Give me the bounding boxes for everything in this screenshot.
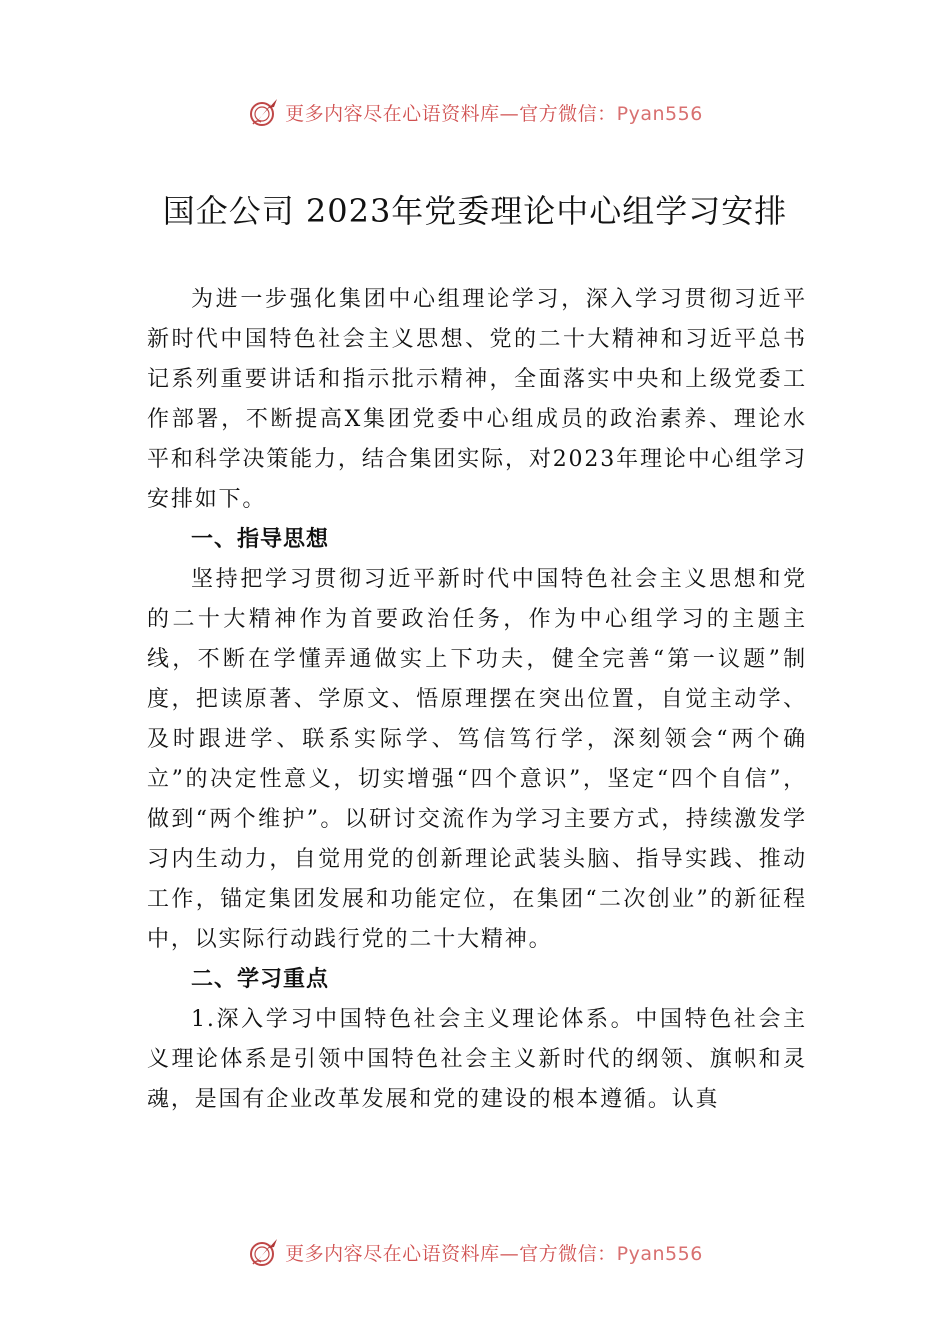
intro-paragraph: 为进一步强化集团中心组理论学习，深入学习贯彻习近平新时代中国特色社会主义思想、党的二十大精神和习近平总书记系列重要讲话和指示批示精神，全面落实中央和上级党委工作部署，不断提高X集团党委中心组成员的政治素养、理论水平和科学决策能力，结合集团实际，对2023年理论中心组学习安排如下。 xyxy=(147,287,807,512)
quill-seal-logo-icon xyxy=(247,1235,281,1269)
guiding-ideology-paragraph: 坚持把学习贯彻习近平新时代中国特色社会主义思想和党的二十大精神作为首要政治任务，作为中心组学习的主题主线，不断在学懂弄通做实上下功夫，健全完善“第一议题”制度，把读原著、学原文、悟原理摆在突出位置，自觉主动学、及时跟进学、联系实际学、笃信笃行学，深刻领会“两个确立”的决定性意义，切实增强“四个意识”，坚定“四个自信”，做到“两个维护”。以研讨交流作为学习主要方式，持续激发学习内生动力，自觉用党的创新理论武装头脑、指导实践、推动工作，锚定集团发展和功能定位，在集团“二次创业”的新征程中，以实际行动践行党的二十大精神。 xyxy=(147,567,807,952)
banner-wechat-id: Pyan556 xyxy=(616,1242,703,1265)
banner-text: 更多内容尽在心语资料库—官方微信：Pyan556 xyxy=(285,102,703,125)
quill-seal-logo-icon xyxy=(247,95,281,129)
section-heading-guiding-ideology: 一、指导思想 xyxy=(191,527,330,552)
banner-wechat-id: Pyan556 xyxy=(616,102,703,125)
banner-text: 更多内容尽在心语资料库—官方微信：Pyan556 xyxy=(285,1242,703,1265)
header-watermark-banner xyxy=(0,92,950,132)
footer-watermark-banner xyxy=(0,1232,950,1272)
document-title: 国企公司 2023年党委理论中心组学习安排 xyxy=(162,192,788,230)
study-focus-item-1: 1.深入学习中国特色社会主义理论体系。中国特色社会主义理论体系是引领中国特色社会主义新时代的纲领、旗帜和灵魂，是国有企业改革发展和党的建设的根本遵循。认真 xyxy=(147,1007,807,1112)
section-heading-study-focus: 二、学习重点 xyxy=(191,967,330,992)
document-body xyxy=(147,280,807,1120)
